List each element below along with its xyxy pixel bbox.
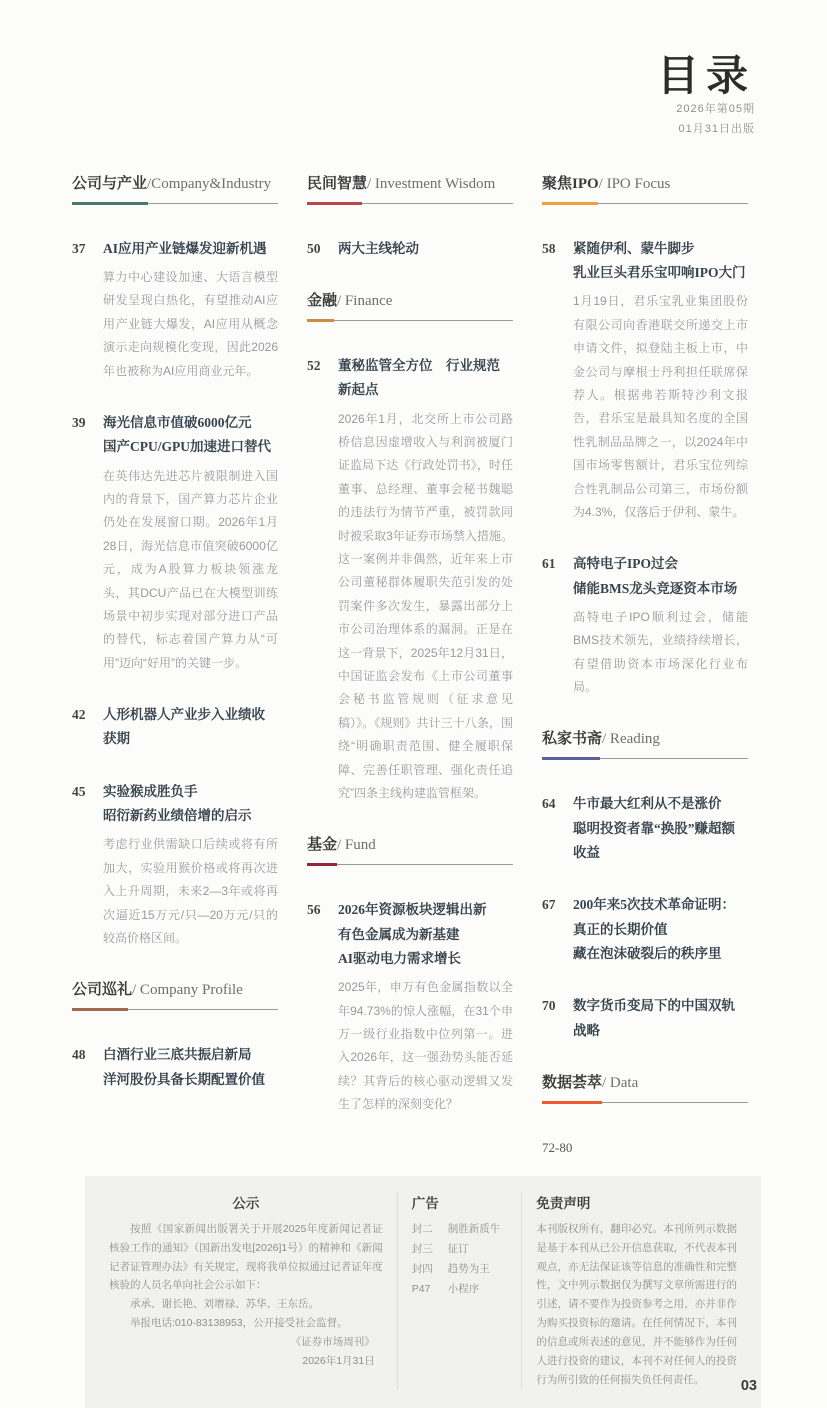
section-header-ipo-focus [542,172,748,205]
section-rule [307,319,513,322]
entry-description: 在英伟达先进芯片被限制进入国内的背景下，国产算力芯片企业仍处在发展窗口期。2026年1月28日，海光信息市值突破6000亿元，成为A股算力板块领涨龙头，其DCU产品已在大模型训练场景中初步实现对部分进口产品的替代，标志着国产算力从“可用”迈向“好用”的关键一步。 [103,468,278,670]
section-title-zh: 私家书斋 [542,731,603,748]
entry-page-number: 50 [307,240,321,256]
section-title-zh: 公司巡礼 [72,982,133,999]
entry-title: 白酒行业三底共振启新局 [103,1047,252,1063]
public-notice [95,1192,397,1390]
section-title-zh: 数据荟萃 [542,1074,603,1091]
entry-description: 2026年1月，北交所上市公司路桥信息因虚增收入与利润被厦门证监局下达《行政处罚书》，时任董事、总经理、董事会秘书魏聪的违法行为情节严重，被罚款同时被采取3年证券市场禁入措施。这一案例并非偶然，近年来上市公司董秘群体履职失范引发的处罚案件多次发生，暴露出部分上市公司治理体系的漏洞。正是在这一背景下，2025年12月31日，中国证监会发布《上市公司董事会秘书监管规则（征求意见稿）》。《规则》共计三十八条，围绕“明确职责范围、健全履职保障、完善任职管理、强化责任追究”四条主线构建监管框架。 [338,411,513,800]
entry-page-number: 39 [72,415,86,431]
section-rule [542,757,748,760]
section-header-company-industry [72,172,278,205]
entry-page-number: 52 [307,358,321,374]
entry-title: 海光信息市值破6000亿元 [103,415,252,431]
section-title-en: / Company Profile [132,982,243,999]
entry-description: 1月19日，君乐宝乳业集团股份有限公司向香港联交所递交上市申请文件，拟登陆主板上市，中金公司与摩根士丹利担任联席保荐人。根据弗若斯特沙利文报告，君乐宝是最具知名度的全国性乳制品品牌之一，以2024年中国市场零售额计，君乐宝位列综合性乳制品公司第三，市场份额为4.3%，仅落后于伊利、蒙牛。 [573,294,748,519]
toc-column-3 [542,166,748,1156]
section-title-en: / Data [602,1074,639,1091]
section-rule [72,1008,278,1011]
entry-title: AI应用产业链爆发迎新机遇 [103,240,267,256]
section-rule [307,863,513,866]
ad-item: 封二 制胜新质牛 [411,1222,501,1235]
entry-page-number: 48 [72,1047,86,1063]
toc-entry-64 [542,792,748,865]
entry-page-number: 61 [542,556,556,572]
public-notice-date: 2026年1月31日 [302,1355,375,1368]
toc-column-1 [72,166,278,1156]
section-title-en: / IPO Focus [598,175,671,192]
disclaimer-title: 免责声明 [536,1195,591,1211]
entry-title: 人形机器人产业步入业绩收获期 [103,707,265,747]
entry-description: 高特电子IPO顺利过会，储能BMS技术领先，业绩持续增长，有望借助资本市场深化行业布局。 [573,609,748,695]
entry-title: 两大主线轮动 [338,240,419,256]
entry-title-line2: 有色金属成为新基建 [338,926,460,942]
entry-title: 2026年资源板块逻辑出新 [338,902,487,918]
entry-title-line3: 藏在泡沫破裂后的秩序里 [573,945,722,961]
public-notice-signature: 《证券市场周刊》 [290,1336,375,1349]
section-title-en: / Investment Wisdom [367,175,496,192]
entry-title-line2: 乳业巨头君乐宝叩响IPO大门 [573,265,746,281]
entry-page-number: 45 [72,783,86,799]
advertisement-index [397,1192,522,1390]
entry-title: 董秘监管全方位 行业规范新起点 [338,358,500,398]
toc-entry-67 [542,893,748,966]
section-title-en: / Finance [337,293,393,310]
section-header-reading [542,727,748,760]
toc-entry-56 [307,898,513,1116]
entry-page-number: 56 [307,902,321,918]
toc-entry-58 [542,237,748,525]
entry-title: 紧随伊利、蒙牛脚步 [573,240,695,256]
folio-page-number: 03 [740,1377,757,1394]
masthead [0,0,827,140]
entry-title-line2: 真正的长期价值 [573,921,668,937]
section-rule [72,202,278,205]
advertisement-title: 广告 [411,1195,439,1211]
section-title-zh: 基金 [307,837,338,854]
toc-entry-37 [72,237,278,383]
section-header-investment-wisdom [307,172,513,205]
footer-notices [85,1176,761,1408]
public-notice-names: 承承、谢长艳、刘增禄、苏华、王东岳。 [130,1298,319,1311]
section-title-en: / Fund [337,837,376,854]
entry-title-line2: 昭衍新药业绩倍增的启示 [103,808,252,824]
public-notice-paragraph: 按照《国家新闻出版署关于开展2025年度新闻记者证核验工作的通知》（国新出发电[2026]1号）的精神和《新闻记者证管理办法》有关规定，现将我单位拟通过记者证年度核验的人员名单向社会公示如下： [109,1222,383,1292]
toc-column-2 [307,166,513,1156]
section-title-zh: 公司与产业 [72,175,148,192]
section-rule [542,202,748,205]
entry-page-number: 58 [542,240,556,256]
section-title-en: / Reading [602,731,660,748]
disclaimer-body: 本刊版权所有，翻印必究。本刊所列示数据是基于本刊从已公开信息获取，不代表本刊观点，亦无法保证该等信息的准确性和完整性，文中列示数据仅为撰写文章所需进行的引述，请不要作为投资参考之用，亦并非作为购买投资标的邀请。在任何情况下，本刊的信息或所表述的意见，并不能够作为任何人进行投资的建议，本刊不对任何人的投资行为所引致的任何损失负任何责任。 [536,1222,737,1386]
ad-item: 封四 趋势为王 [411,1262,490,1275]
entry-title: 200年来5次技术革命证明： [573,897,735,913]
toc-entry-48 [72,1043,278,1092]
entry-title: 牛市最大红利从不是涨价 [573,796,722,812]
toc-entry-45 [72,780,278,951]
toc-entry-50 [307,237,513,261]
section-title-zh: 民间智慧 [307,175,368,192]
entry-page-number: 42 [72,707,86,723]
section-header-fund [307,833,513,866]
disclaimer [521,1192,751,1390]
issue-number: 2026年第05期 [676,103,755,116]
page-title: 目录 [656,54,755,100]
toc-entry-52 [307,354,513,805]
section-title-zh: 聚焦IPO [542,175,599,192]
ad-item: P47 小程序 [411,1282,480,1295]
section-header-company-profile [72,978,278,1011]
entry-description: 2025年，申万有色金属指数以全年94.73%的惊人涨幅，在31个申万一级行业指数中位列第一。进入2026年，这一强劲势头能否延续？其背后的核心驱动逻辑又发生了怎样的深刻变化？ [338,980,513,1112]
toc-columns [0,166,827,1156]
entry-description: 算力中心建设加速、大语言模型研发呈现白热化，有望推动AI应用产业链大爆发，AI应用从概念演示走向规模化变现，因此2026年也被称为AI应用商业元年。 [103,270,278,378]
entry-description: 考虑行业供需缺口后续或将有所加大，实验用猴价格或将再次进入上升周期，未来2—3年或将再次逼近15万元/只—20万元/只的较高价格区间。 [103,837,278,945]
section-rule [542,1101,748,1104]
entry-title: 高特电子IPO过会 [573,556,679,572]
entry-title-line2: 聪明投资者靠“换股”赚超额收益 [573,820,735,861]
entry-title: 实验猴成胜负手 [103,783,198,799]
ad-item: 封三 征订 [411,1242,469,1255]
entry-title-line2: 洋河股份具备长期配置价值 [103,1071,265,1087]
entry-page-number: 64 [542,796,556,812]
entry-page-number: 70 [542,998,556,1014]
section-header-finance [307,289,513,322]
data-page-range: 72-80 [542,1139,573,1155]
entry-title-line2: 国产CPU/GPU加速进口替代 [103,439,271,455]
section-rule [307,202,513,205]
toc-entry-70 [542,994,748,1043]
publish-date: 01月31日出版 [678,122,755,135]
entry-title: 数字货币变局下的中国双轨战略 [573,998,735,1038]
section-header-data [542,1071,748,1104]
entry-page-number: 67 [542,897,556,913]
section-title-en: /Company&Industry [147,175,272,192]
toc-entry-61 [542,552,748,699]
public-notice-phone: 举报电话:010-83138953，公开接受社会监督。 [130,1317,348,1330]
public-notice-title: 公示 [232,1195,260,1211]
toc-entry-39 [72,411,278,675]
entry-page-number: 37 [72,240,86,256]
toc-entry-42 [72,703,278,752]
entry-title-line2: 储能BMS龙头竞逐资本市场 [573,580,738,596]
section-title-zh: 金融 [307,293,338,310]
entry-title-line3: AI驱动电力需求增长 [338,950,462,966]
